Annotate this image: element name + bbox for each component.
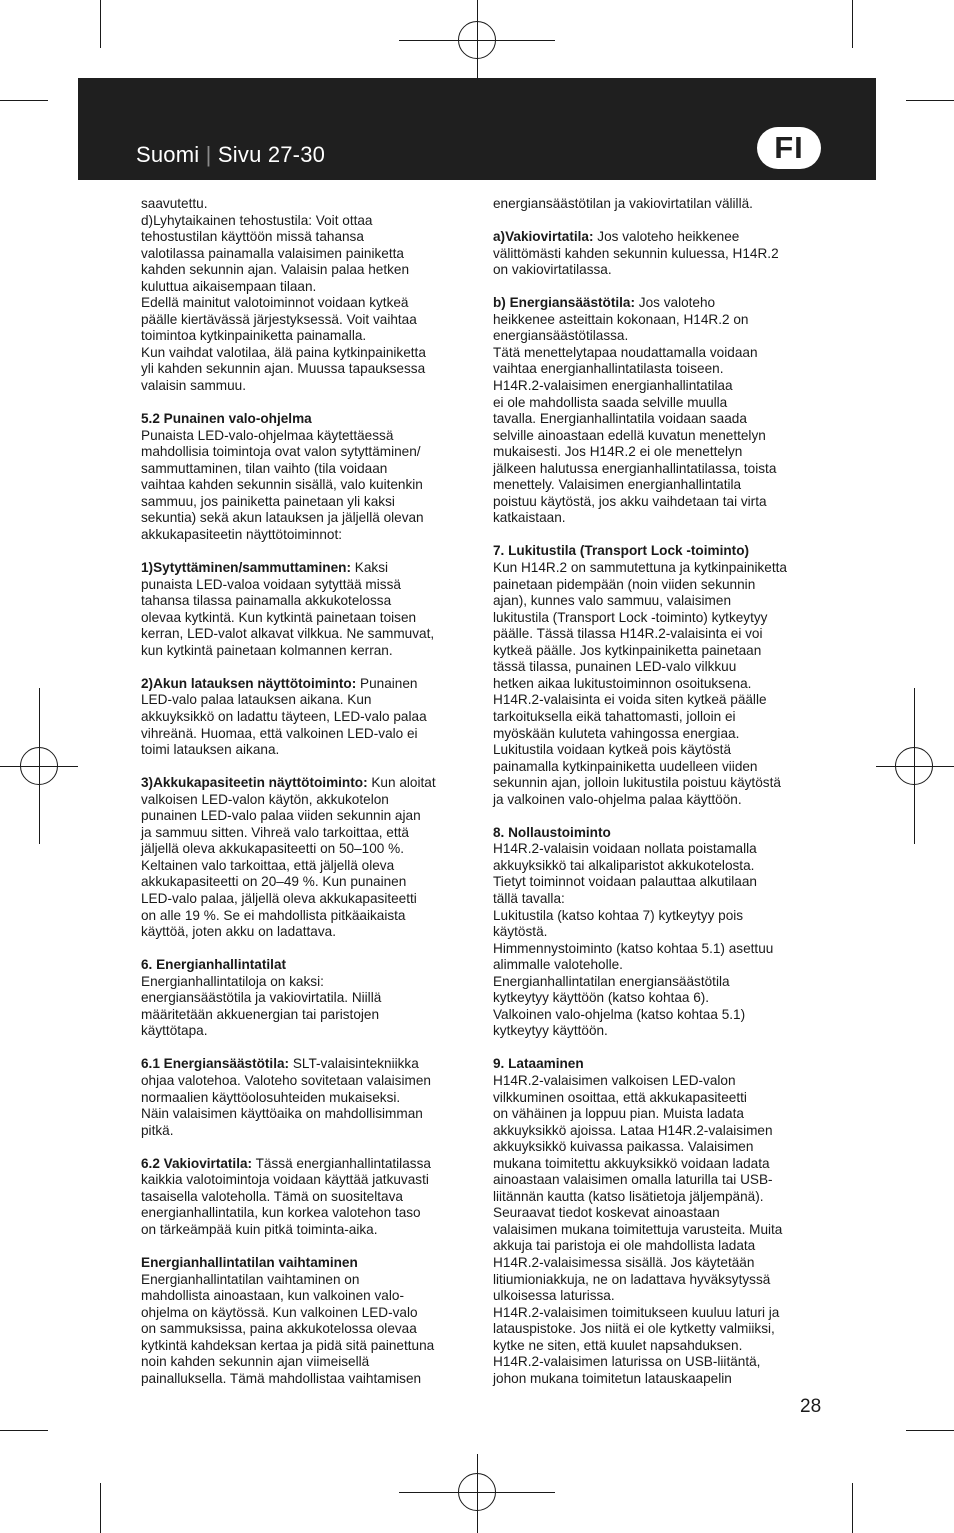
text-line: päälle kiertävässä järjestyksessä. Voit vaihtaa <box>141 311 417 327</box>
text-line: Seuraavat tiedot koskevat ainoastaan <box>493 1205 720 1221</box>
text-line: kytkeytyy käyttöön (katso kohtaa 6). <box>493 990 710 1006</box>
text-line: kuluttua aikaisempaan tilaan. <box>141 278 317 294</box>
text-line: jälkeen halutussa energianhallintatilassa, toista <box>493 460 777 476</box>
text-line: Näin valaisimen käyttöaika on mahdollisimman <box>141 1106 423 1122</box>
text-line: Himmennystoiminto (katso kohtaa 5.1) asettuu <box>493 940 774 956</box>
text-line: ja valkoinen valo-ohjelma palaa käyttöön. <box>493 791 742 807</box>
text-line: on tärkeämpää kuin pitkä toiminta-aika. <box>141 1221 378 1237</box>
text-line: menettely. Valaisimen energianhallintatila <box>493 477 742 493</box>
mode-text: Jos valoteho <box>635 295 716 311</box>
text-line: saavutettu. <box>141 196 208 211</box>
section-title: 6. Energianhallintatilat <box>141 957 287 973</box>
section-title: 9. Lataaminen <box>493 1056 584 1072</box>
text-line: sammuu, jos painiketta painetaan yli kaksi <box>141 493 395 509</box>
section-label: 6.2 Vakiovirtatila: <box>141 1155 253 1171</box>
mode-body <box>493 246 833 279</box>
text-line: kytkeä päälle. Jos kytkinpainiketta painetaan <box>493 642 762 658</box>
mode-text: Jos valoteho heikkenee <box>593 229 740 245</box>
text-line: akkuyksikkö on ladattu täyteen, LED-valo palaa <box>141 708 427 724</box>
header-pages: Sivu 27-30 <box>217 142 326 167</box>
text-line: tasaisella valoteholla. Tämä on suositeltava <box>141 1188 403 1204</box>
text-line: sammuttaminen, tilan vaihto (tila voidaan <box>141 460 388 476</box>
text-line: kytkintä kahdeksan kertaa ja pidä sitä painettuna <box>141 1337 435 1353</box>
text-line: valaisin sammuu. <box>141 378 247 394</box>
function-body <box>141 792 479 941</box>
section-title: 7. Lukitustila (Transport Lock -toiminto) <box>493 543 750 559</box>
text-line: energianhallintatila, kun korkea valotehon taso <box>141 1205 421 1221</box>
text-line: vilkkuminen osoittaa, että akkukapasiteetti <box>493 1089 747 1105</box>
text-line: alimmalle valoteholle. <box>493 957 623 973</box>
text-line: tässä tilassa, punainen LED-valo vilkkuu <box>493 659 737 675</box>
text-line: käyttötapa. <box>141 1023 208 1039</box>
text-line: myöskään kuluteta vahingossa energiaa. <box>493 725 740 741</box>
text-line: katkaistaan. <box>493 510 566 526</box>
text-line: mukaisesti. Jos H14R.2 ei ole menettelyn <box>493 444 743 460</box>
text-line: painalluksella. Tämä mahdollistaa vaihtamisen <box>141 1370 422 1386</box>
section-label: 6.1 Energiansäästötila: <box>141 1056 290 1072</box>
text-line: selville ainoastaan edellä kuvatun menettelyn <box>493 427 766 443</box>
text-line: on vähäinen ja loppuu pian. Muista ladata <box>493 1106 744 1122</box>
function-text: Kun aloitat <box>367 775 436 791</box>
section-9 <box>493 1056 833 1387</box>
language-badge: FI <box>757 127 821 169</box>
text-line: latauspistoke. Jos niitä ei ole kytketty valmiiksi, <box>493 1321 775 1337</box>
text-line: toimi latauksen aikana. <box>141 742 280 758</box>
text-line: mahdollista ainoastaan, kun valkoinen valo- <box>141 1288 404 1304</box>
text-line: liitännän kautta (katso lisätietoja jäljempänä). <box>493 1188 764 1204</box>
text-line: noin kahden sekunnin ajan viimeisellä <box>141 1354 370 1370</box>
function-body <box>141 692 479 758</box>
text-line: pitkä. <box>141 1122 174 1138</box>
text-line: painetaan pidempään (noin viiden sekunnin <box>493 576 756 592</box>
section-body <box>141 1172 479 1238</box>
header-band <box>78 78 876 180</box>
text-line: tehostustilan käyttöön missä tahansa <box>141 229 364 245</box>
text-line: punaista LED-valoa voidaan sytyttää missä <box>141 576 401 592</box>
text-line: Edellä mainitut valotoiminnot voidaan kytkeä <box>141 295 409 311</box>
text-line: käytöstä. <box>493 924 548 940</box>
text-line: akkuja tai paristoja ei ole mahdollista ladata <box>493 1238 756 1254</box>
text-line: H14R.2-valaisimen valkoisen LED-valon <box>493 1072 736 1088</box>
text-line: kytkeytyy käyttöön. <box>493 1023 608 1039</box>
paragraph-intro <box>141 196 479 395</box>
section-7 <box>493 543 833 808</box>
text-line: kun kytkintä painetaan kolmannen kerran. <box>141 642 393 658</box>
text-line: määritetään akkuenergian tai paristojen <box>141 1006 380 1022</box>
mode-a <box>493 229 833 279</box>
text-line: sekuntia) sekä akun latauksen ja jäljellä olevan <box>141 510 424 526</box>
text-line: olevaa kytkintä. Kun kytkintä painetaan toisen <box>141 609 417 625</box>
text-line: Tätä menettelytapaa noudattamalla voidaan <box>493 344 758 360</box>
text-line: ainoastaan valaisimen omalla laturilla tai USB- <box>493 1172 773 1188</box>
function-text: Punainen <box>356 675 418 691</box>
text-line: yli kahden sekunnin ajan. Muussa tapauksessa <box>141 361 426 377</box>
text-line: Energianhallintatiloja on kaksi: <box>141 973 324 989</box>
text-line: Tietyt toiminnot voidaan palauttaa alkutilaan <box>493 874 757 890</box>
section-body <box>141 1272 479 1388</box>
paragraph-continuation <box>493 196 833 213</box>
page-number: 28 <box>800 1396 822 1417</box>
text-line: Lukitustila voidaan kytkeä pois käytöstä <box>493 742 732 758</box>
section-6 <box>141 957 479 1040</box>
text-line: valotilassa painamalla valaisimen painiketta <box>141 245 404 261</box>
mode-b <box>493 295 833 527</box>
header-language: Suomi <box>136 142 200 167</box>
text-line: kerran, LED-valot alkavat vilkkua. Ne sammuvat, <box>141 626 435 642</box>
header-title <box>136 142 325 168</box>
section-5-2 <box>141 411 479 543</box>
text-line: mukana toimitettu akkuyksikkö voidaan ladata <box>493 1155 770 1171</box>
text-line: energiansäästötila ja vakiovirtatila. Niillä <box>141 990 382 1006</box>
text-line: Valkoinen valo-ohjelma (katso kohtaa 5.1) <box>493 1006 746 1022</box>
text-line: käyttöä, joten akku on ladattava. <box>141 924 336 940</box>
text-line: d)Lyhytaikainen tehostustila: Voit ottaa <box>141 212 373 228</box>
text-line: H14R.2-valaisimessa sisällä. Jos käytetään <box>493 1255 755 1270</box>
text-line: H14R.2-valaisinta ei voida siten kytkeä päälle <box>493 692 767 708</box>
text-line: on vakiovirtatilassa. <box>493 262 612 278</box>
text-line: vihreänä. Huomaa, että valkoinen LED-valo ei <box>141 725 418 741</box>
text-line: jäljellä oleva akkukapasiteetti on 50–100 %. <box>141 841 404 857</box>
function-2 <box>141 676 479 759</box>
text-line: akkuyksikkö tai alkaliparistot akkukotelosta. <box>493 857 755 873</box>
text-line: mahdollisia toimintoja ovat valon sytyttäminen/ <box>141 444 421 460</box>
section-8 <box>493 825 833 1040</box>
text-line: akkukapasiteetin näyttötoiminnot: <box>141 526 343 542</box>
text-line: on alle 19 %. Se ei mahdollista pitkäaikaista <box>141 907 406 923</box>
text-line: ei ole mahdollista saada selville muulla <box>493 394 728 410</box>
text-line: ohjaa valotehoa. Valoteho sovitetaan valaisimen <box>141 1072 431 1088</box>
text-line: tarkoituksella eikä tahattomasti, jolloin ei <box>493 708 736 724</box>
section-body <box>141 1073 479 1139</box>
text-line: tahansa tilassa painamalla akkukotelossa <box>141 593 392 609</box>
mode-body <box>493 312 833 527</box>
text-line: Energianhallintatilan energiansäästötila <box>493 973 730 989</box>
text-line: H14R.2-valaisin voidaan nollata poistamalla <box>493 841 757 857</box>
function-body <box>141 577 479 660</box>
text-line: vaihtaa kahden sekunnin sisällä, valo kuitenkin <box>141 477 423 493</box>
section-body <box>493 1073 833 1387</box>
section-text: Tässä energianhallintatilassa <box>252 1155 431 1171</box>
text-line: LED-valo palaa latauksen aikana. Kun <box>141 692 372 708</box>
text-line: tällä tavalla: <box>493 890 565 906</box>
text-line: LED-valo palaa, jäljellä oleva akkukapasiteetti <box>141 890 417 906</box>
section-body <box>141 428 479 544</box>
function-text: Kaksi <box>351 560 389 576</box>
text-line: toimintoa kytkinpainiketta painamalla. <box>141 328 367 344</box>
text-line: ohjelma on käytössä. Kun valkoinen LED-valo <box>141 1304 418 1320</box>
section-body <box>141 974 479 1040</box>
text-line: johon mukana toimitetun latauskaapelin <box>493 1370 732 1386</box>
text-line: ajan), kunnes valo sammuu, valaisimen <box>493 593 732 609</box>
section-body <box>493 560 833 808</box>
section-mode-switch <box>141 1255 479 1387</box>
text-line: painamalla kytkinpainiketta uudelleen viiden <box>493 758 758 774</box>
text-line: energiansäästötilassa. <box>493 328 629 344</box>
function-3 <box>141 775 479 940</box>
function-1 <box>141 560 479 659</box>
text-line: punainen LED-valo palaa viiden sekunnin ajan <box>141 808 421 824</box>
text-line: normaalien käyttöolosuhteiden mukaiseksi. <box>141 1089 401 1105</box>
section-title: 5.2 Punainen valo-ohjelma <box>141 411 312 427</box>
text-line: H14R.2-valaisimen toimitukseen kuuluu laturi ja <box>493 1304 780 1320</box>
text-line: akkukapasiteetti on 20–49 %. Kun punainen <box>141 874 407 890</box>
text-line: vaihtaa energianhallintatilasta toiseen. <box>493 361 724 377</box>
text-line: päälle. Tässä tilassa H14R.2-valaisinta ei voi <box>493 626 763 642</box>
text-line: litiumioniakkuja, ne on ladattava hyväksytyssä <box>493 1271 771 1287</box>
section-6-2 <box>141 1156 479 1239</box>
mode-label: b) Energiansäästötila: <box>493 295 636 311</box>
text-line: akkuyksikkö ajoissa. Lataa H14R.2-valaisimen <box>493 1122 773 1138</box>
text-line: Lukitustila (katso kohtaa 7) kytkeytyy pois <box>493 907 744 923</box>
text-line: H14R.2-valaisimen energianhallintatilaa <box>493 378 733 394</box>
header-separator: | <box>205 142 212 167</box>
section-text: SLT-valaisintekniikka <box>289 1056 419 1072</box>
text-line: poistuu käytöstä, jos akku vaihdetaan tai virta <box>493 493 767 509</box>
text-line: tavalla. Energianhallintatila voidaan saada <box>493 411 747 427</box>
section-title: 8. Nollaustoiminto <box>493 824 611 840</box>
section-title: Energianhallintatilan vaihtaminen <box>141 1255 358 1270</box>
text-line: ja sammuu sitten. Vihreä valo tarkoittaa, että <box>141 824 409 840</box>
mode-label: a)Vakiovirtatila: <box>493 229 594 245</box>
left-column <box>141 196 479 1404</box>
section-body <box>493 841 833 1040</box>
text-line: H14R.2-valaisimen laturissa on USB-liitäntä, <box>493 1354 761 1370</box>
function-label: 1)Sytyttäminen/sammuttaminen: <box>141 560 351 576</box>
text-line: valkoisen LED-valon käytön, akkukotelon <box>141 791 389 807</box>
text-line: hetken aikaa lukitustoiminnon osoituksena. <box>493 675 752 691</box>
right-column <box>493 196 833 1404</box>
text-line: ulkoisessa laturissa. <box>493 1288 615 1304</box>
text-line: lukitustila (Transport Lock -toiminto) kytkeytyy <box>493 609 768 625</box>
section-6-1 <box>141 1056 479 1139</box>
text-line: Kun H14R.2 on sammutettuna ja kytkinpainiketta <box>493 560 787 576</box>
text-line: Energianhallintatilan vaihtaminen on <box>141 1271 360 1287</box>
text-line: Kun vaihdat valotilaa, älä paina kytkinpainiketta <box>141 344 426 360</box>
text-line: akkuyksikkö kuivassa paikassa. Valaisimen <box>493 1139 754 1155</box>
text-line: välittömästi kahden sekunnin kuluessa, H14R.2 <box>493 245 779 261</box>
text-line: heikkenee asteittain kokonaan, H14R.2 on <box>493 311 749 327</box>
text-line: kytke ne siten, että kuulet napsahduksen. <box>493 1337 743 1353</box>
text-line: energiansäästötilan ja vakiovirtatilan välillä. <box>493 196 753 211</box>
text-line: kahden sekunnin ajan. Valaisin palaa hetken <box>141 262 410 278</box>
text-line: Punaista LED-valo-ohjelmaa käytettäessä <box>141 427 394 443</box>
function-label: 3)Akkukapasiteetin näyttötoiminto: <box>141 775 368 791</box>
text-line: kaikkia valotoimintoja voidaan käyttää jatkuvasti <box>141 1172 429 1188</box>
text-line: valaisimen mukana toimitettuja varusteita. Muita <box>493 1221 783 1237</box>
text-line: Keltainen valo tarkoittaa, että jäljellä oleva <box>141 857 395 873</box>
text-line: on sammuksissa, paina akkukotelossa olevaa <box>141 1321 417 1337</box>
text-line: sekunnin ajan, jolloin lukitustila poistuu käytöstä <box>493 775 781 791</box>
function-label: 2)Akun latauksen näyttötoiminto: <box>141 675 357 691</box>
